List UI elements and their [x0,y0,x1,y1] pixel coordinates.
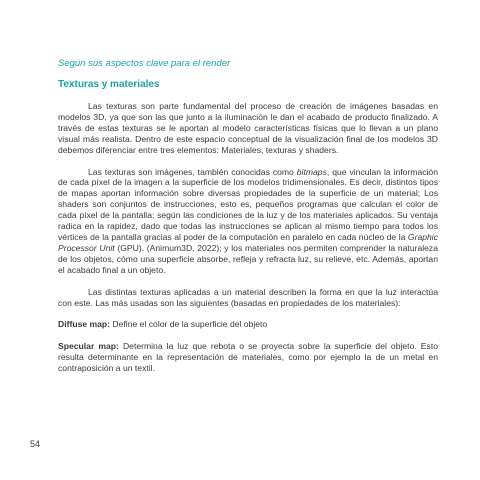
specular-map-term: Specular map: [58,341,119,352]
paragraph-3: Las distintas texturas aplicadas a un material describen la forma en que la luz interactúa con este. Las más usadas son las siguientes (basadas en propiedades de los materiales): [58,286,438,308]
paragraph-2 [58,167,438,276]
paragraph-2-part-a: Las texturas son imágenes, también conocidas como [88,166,297,177]
page-number: 54 [30,439,41,449]
specular-map-item [58,341,438,374]
paragraph-2-part-b: , que vinculan la información de cada píxel de la imagen a la superficie de los modelos tridimensionales. Es decir, distintos tipos de mapas aportan información sobre diversas propiedades de la superficie de un material; Los shaders son conjuntos de instrucciones, esto es, pequeños programas que calculan el color de cada píxel de la pantalla; según las condiciones de la luz y de los materiales aplicados. Su ventaja radica en la rapidez, dado que todas las instrucciones se aplican al mismo tiempo para todos los vértices de la pantalla gracias al poder de la computación en paralelo en cada núcleo de la [58,166,438,242]
section-title: Según sus aspectos clave para el render [58,58,231,69]
diffuse-map-item [58,319,438,330]
specular-map-text: Determina la luz que rebota o se proyecta sobre la superficie del objeto. Esto resulta determinante en la representación de materiales, como por ejemplo la de un metal en contraposición a un textil. [58,341,438,374]
paragraph-2-part-c: (GPU). (Animum3D, 2022); y los materiales nos permiten comprender la naturaleza de los objetos, cómo una superficie absorbe, refleja y refracta luz, su relieve, etc. Además, aportan el acabado final a un objeto. [58,242,439,275]
gpu-term: Graphic Processor Unit [58,231,438,253]
diffuse-map-text: Define el color de la superficie del objeto [110,319,268,330]
bitmaps-term: bitmaps [296,166,327,177]
paragraph-1: Las texturas son parte fundamental del proceso de creación de imágenes basadas en modelos 3D, ya que son las que junto a la iluminación le dan el acabado de producto finalizado. A través de estas texturas se le aportan al modelo características físicas que lo llevan a un plano visual más realista. Dentro de este espacio conceptual de la visualización final de los modelos 3D debemos diferenciar entre tres elementos: Materiales, texturas y shaders. [58,101,438,155]
body-text [58,101,438,385]
subsection-title: Texturas y materiales [58,79,160,90]
diffuse-map-term: Diffuse map: [58,319,111,330]
